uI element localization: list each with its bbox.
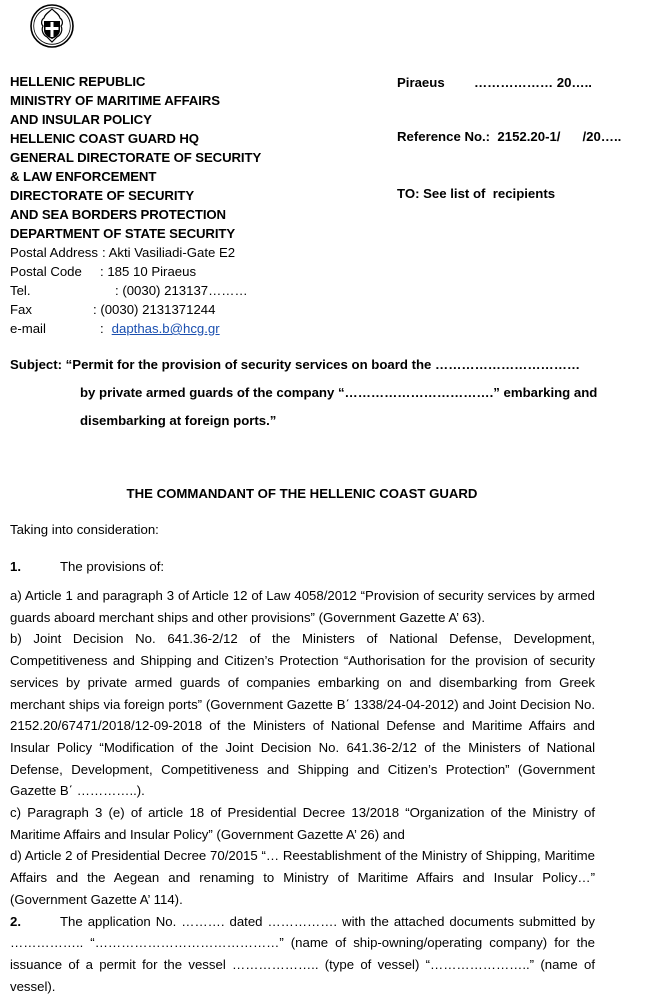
- tel-row: [10, 281, 310, 300]
- org-line: DIRECTORATE OF SECURITY: [10, 188, 195, 203]
- postal-address-value: : Akti Vasiliadi-Gate E2: [101, 245, 236, 260]
- fax-value: : (0030) 2131371244: [93, 302, 216, 317]
- document-title: THE COMMANDANT OF THE HELLENIC COAST GUARD: [126, 486, 478, 501]
- paragraph-b: b) Joint Decision No. 641.36-2/12 of the Ministers of National Defense, Development, Competitiveness and Shipping and Citizen’s Protection “Authorisation for the provision of security services by private armed guards of companies embarking on and disembarking from Greek merchant ships via foreign ports” (Government Gazette B΄ 1338/24-04-2012) and Joint Decision No. 2152.20/67471/2018/12-09-2018 of the Ministers of National Defense and Maritime Affairs and Insular Policy “Modification of the Joint Decision No. 641.36-2/12 of the Ministers of National Defense, Development, Competitiveness and Shipping and Citizen’s Protection” (Government Gazette B΄ …………..).: [10, 631, 595, 799]
- item-text: The provisions of:: [60, 559, 165, 574]
- email-label: e-mail: [10, 321, 46, 336]
- org-line: HELLENIC COAST GUARD HQ: [10, 131, 199, 146]
- subject-line: by private armed guards of the company “…………………………….” embarking and: [80, 385, 598, 400]
- item-number: 2.: [10, 913, 21, 929]
- greek-coat-of-arms-emblem: [30, 4, 74, 48]
- email-colon: :: [100, 321, 104, 336]
- tel-value: : (0030) 213137………: [115, 283, 248, 298]
- subject-line: Subject: “Permit for the provision of security services on board the ……………………………: [10, 357, 581, 372]
- org-line: MINISTRY OF MARITIME AFFAIRS: [10, 93, 220, 108]
- postal-code-value: : 185 10 Piraeus: [100, 264, 197, 279]
- postal-address-row: [10, 243, 310, 262]
- place-date: Piraeus ……………… 20…..: [397, 75, 592, 90]
- postal-code-label: Postal Code: [10, 264, 82, 279]
- sender-header: [10, 72, 310, 338]
- paragraph-c: c) Paragraph 3 (e) of article 18 of Presidential Decree 13/2018 “Organization of the Ministry of Maritime Affairs and Insular Policy” (Government Gazette A’ 26) and: [10, 805, 595, 842]
- postal-code-row: [10, 262, 310, 281]
- tel-label: Tel.: [10, 283, 31, 298]
- provisions-list: [10, 585, 595, 997]
- fax-label: Fax: [10, 302, 32, 317]
- item-number: 1.: [10, 559, 21, 574]
- email-link[interactable]: dapthas.b@hcg.gr: [111, 321, 220, 336]
- recipients: TO: See list of recipients: [397, 186, 556, 201]
- email-row: [10, 319, 310, 338]
- subject-line: disembarking at foreign ports.”: [80, 413, 277, 428]
- org-line: GENERAL DIRECTORATE OF SECURITY: [10, 150, 262, 165]
- intro-text: Taking into consideration:: [10, 522, 159, 537]
- org-line: & LAW ENFORCEMENT: [10, 169, 157, 184]
- postal-address-label: Postal Address: [10, 245, 98, 260]
- item-text: The application No. ………. dated ……………. with the attached documents submitted by …………….. “……………………………………” (name of ship-owning/operating company) for the issuance of a permit for the vessel ……………….. (type of vessel) “…………………..” (name of vessel).: [10, 913, 595, 994]
- fax-row: [10, 300, 310, 319]
- subject: [10, 351, 598, 435]
- org-line: HELLENIC REPUBLIC: [10, 74, 146, 89]
- paragraph-d: d) Article 2 of Presidential Decree 70/2015 “… Reestablishment of the Ministry of Shipping, Maritime Affairs and the Aegean and renaming to Ministry of Maritime Affairs and Insular Policy…” (Government Gazette A’ 114).: [10, 848, 595, 907]
- paragraph-a: a) Article 1 and paragraph 3 of Article 12 of Law 4058/2012 “Provision of security services by armed guards aboard merchant ships and other provisions” (Government Gazette A’ 63).: [10, 588, 595, 625]
- reference-number: Reference No.: 2152.20-1/ /20…..: [397, 129, 622, 144]
- org-line: AND INSULAR POLICY: [10, 112, 152, 127]
- item-2: [10, 911, 595, 997]
- org-line: DEPARTMENT OF STATE SECURITY: [10, 226, 236, 241]
- item-1: [10, 556, 595, 578]
- org-line: AND SEA BORDERS PROTECTION: [10, 207, 226, 222]
